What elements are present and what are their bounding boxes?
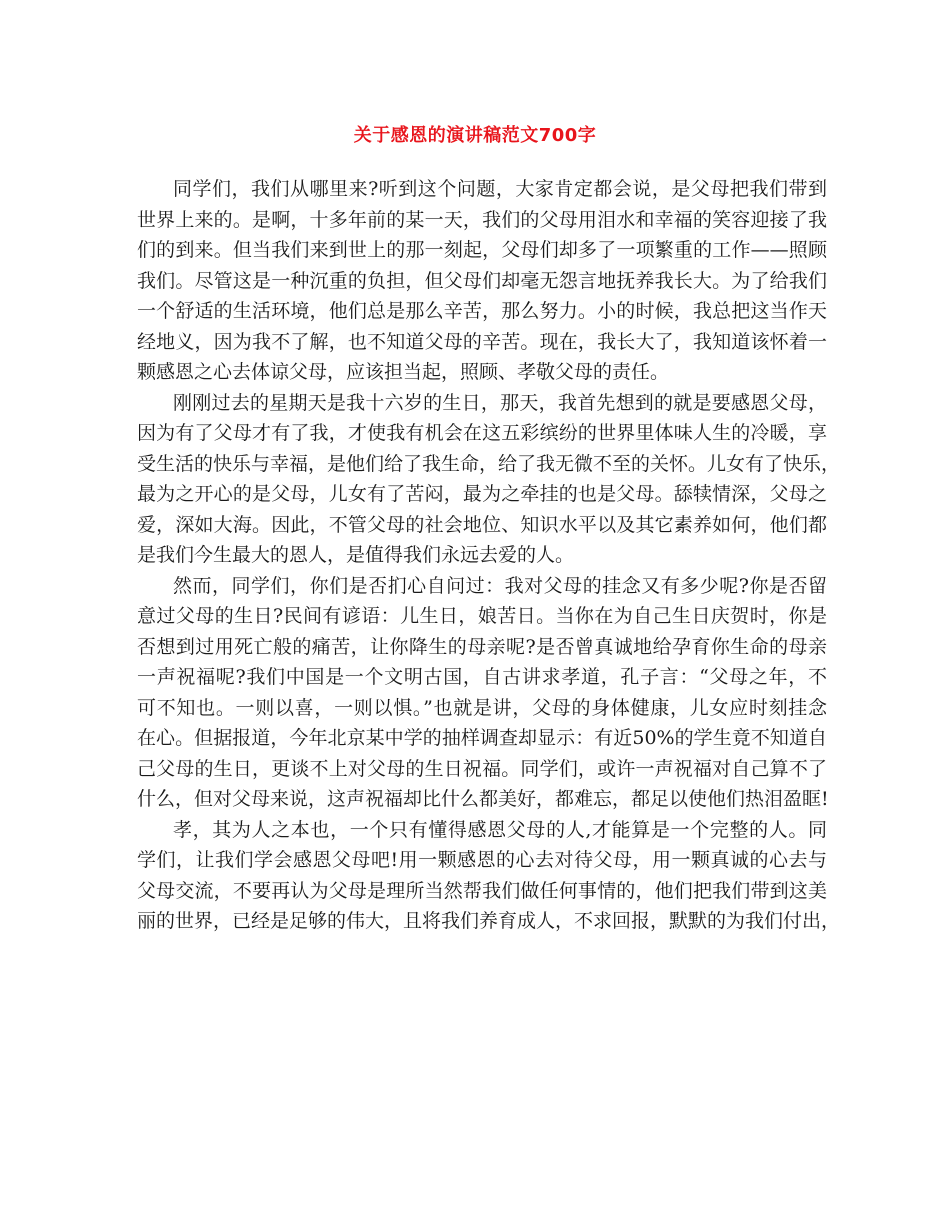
document-title: 关于感恩的演讲稿范文700字 bbox=[353, 125, 597, 146]
text-line: 一个舒适的生活环境，他们总是那么辛苦，那么努力。小的时候，我总把这当作天 bbox=[137, 300, 827, 322]
text-line: 刚刚过去的星期天是我十六岁的生日，那天，我首先想到的就是要感恩父母， bbox=[173, 391, 827, 414]
text-line: 否想到过用死亡般的痛苦，让你降生的母亲呢?是否曾真诚地给孕育你生命的母亲 bbox=[137, 635, 827, 658]
text-line: 因为有了父母才有了我，才使我有机会在这五彩缤纷的世界里体味人生的冷暖，享 bbox=[137, 422, 827, 444]
paragraph bbox=[137, 388, 841, 571]
text-line: 我们。尽管这是一种沉重的负担，但父母们却毫无怨言地抚养我长大。为了给我们 bbox=[137, 269, 827, 292]
text-line: 是我们今生最大的恩人，是值得我们永远去爱的人。 bbox=[137, 544, 575, 566]
paragraph bbox=[137, 815, 841, 937]
text-line: 可不知也。一则以喜，一则以惧。”也就是讲，父母的身体健康，儿女应时刻挂念 bbox=[137, 696, 827, 719]
paragraph bbox=[137, 174, 827, 388]
text-line: 意过父母的生日?民间有谚语：儿生日，娘苦日。当你在为自己生日庆贺时，你是 bbox=[137, 605, 827, 627]
text-line: 丽的世界，已经是足够的伟大，且将我们养育成人，不求回报，默默的为我们付出， bbox=[137, 910, 841, 932]
text-line: 经地义，因为我不了解，也不知道父母的辛苦。现在，我长大了，我知道该怀着一 bbox=[137, 330, 827, 353]
document-body bbox=[137, 159, 841, 937]
text-line: 同学们，我们从哪里来?听到这个问题，大家肯定都会说，是父母把我们带到 bbox=[173, 178, 827, 200]
text-line: 然而，同学们，你们是否扪心自问过：我对父母的挂念又有多少呢?你是否留 bbox=[173, 574, 827, 597]
text-line: 最为之开心的是父母，儿女有了苦闷，最为之牵挂的也是父母。舔犊情深，父母之 bbox=[137, 483, 827, 505]
paragraph bbox=[137, 571, 827, 815]
text-line: 学们，让我们学会感恩父母吧!用一颗感恩的心去对待父母，用一颗真诚的心去与 bbox=[137, 849, 827, 871]
text-line: 己父母的生日，更谈不上对父母的生日祝福。同学们，或许一声祝福对自己算不了 bbox=[137, 757, 827, 780]
text-line: 在心。但据报道，今年北京某中学的抽样调查却显示：有近50%的学生竟不知道自 bbox=[137, 727, 827, 749]
text-line: 爱，深如大海。因此，不管父母的社会地位、知识水平以及其它素养如何，他们都 bbox=[137, 513, 827, 536]
text-line: 们的到来。但当我们来到世上的那一刻起，父母们却多了一项繁重的工作——照顾 bbox=[137, 239, 827, 261]
text-line: 世界上来的。是啊，十多年前的某一天，我们的父母用泪水和幸福的笑容迎接了我 bbox=[137, 208, 827, 231]
text-line: 孝，其为人之本也，一个只有懂得感恩父母的人,才能算是一个完整的人。同 bbox=[173, 818, 827, 841]
text-line: 受生活的快乐与幸福，是他们给了我生命，给了我无微不至的关怀。儿女有了快乐， bbox=[137, 452, 841, 475]
text-line: 一声祝福呢?我们中国是一个文明古国，自古讲求孝道，孔子言：“父母之年，不 bbox=[137, 666, 827, 688]
text-line: 父母交流，不要再认为父母是理所当然帮我们做任何事情的，他们把我们带到这美 bbox=[137, 879, 827, 902]
text-line: 颗感恩之心去体谅父母，应该担当起，照顾、孝敬父母的责任。 bbox=[137, 361, 670, 383]
text-line: 什么，但对父母来说，这声祝福却比什么都美好，都难忘，都足以使他们热泪盈眶! bbox=[137, 788, 829, 810]
